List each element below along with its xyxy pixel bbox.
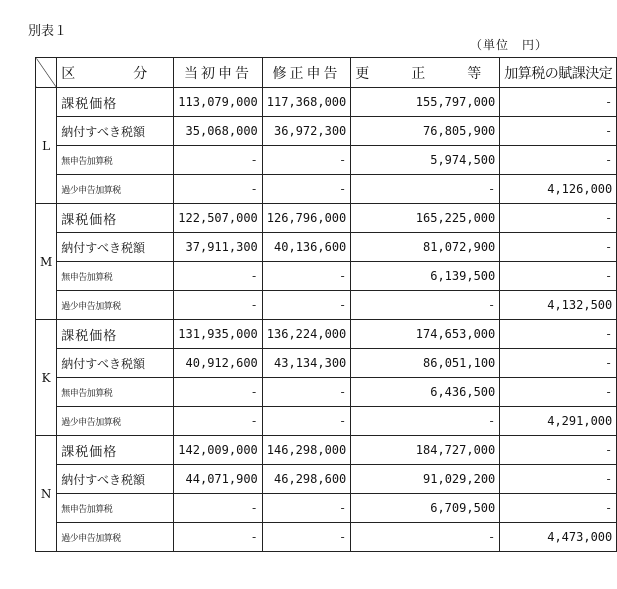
cell-correction: 184,727,000 xyxy=(351,436,500,465)
cell-correction: 6,709,500 xyxy=(351,494,500,523)
group-label: L xyxy=(36,88,57,204)
page-label: 別表１ xyxy=(28,24,68,39)
cell-amended: - xyxy=(262,175,350,204)
row-item-label: 課税価格 xyxy=(57,88,174,117)
unit-label: （単位 円） xyxy=(470,38,549,52)
row-item-label: 過少申告加算税 xyxy=(57,291,174,320)
cell-initial: - xyxy=(174,291,262,320)
group-label: M xyxy=(36,204,57,320)
table-row xyxy=(36,291,617,320)
table-row xyxy=(36,436,617,465)
cell-initial: 44,071,900 xyxy=(174,465,262,494)
cell-amended: - xyxy=(262,378,350,407)
header-penalty-decision: 加算税の賦課決定 xyxy=(500,58,617,88)
cell-amended: - xyxy=(262,494,350,523)
cell-initial: 113,079,000 xyxy=(174,88,262,117)
cell-correction: 6,139,500 xyxy=(351,262,500,291)
group-label: K xyxy=(36,320,57,436)
cell-amended: - xyxy=(262,523,350,552)
table-row xyxy=(36,523,617,552)
cell-initial: 40,912,600 xyxy=(174,349,262,378)
cell-initial: - xyxy=(174,407,262,436)
cell-amended: 36,972,300 xyxy=(262,117,350,146)
cell-amended: - xyxy=(262,407,350,436)
cell-correction: - xyxy=(351,291,500,320)
table-row xyxy=(36,349,617,378)
header-amended-return: 修正申告 xyxy=(262,58,350,88)
cell-correction: 6,436,500 xyxy=(351,378,500,407)
cell-amended: - xyxy=(262,262,350,291)
cell-correction: 155,797,000 xyxy=(351,88,500,117)
cell-initial: 142,009,000 xyxy=(174,436,262,465)
cell-penalty: - xyxy=(500,262,617,291)
row-item-label: 納付すべき税額 xyxy=(57,233,174,262)
cell-correction: - xyxy=(351,523,500,552)
row-item-label: 納付すべき税額 xyxy=(57,117,174,146)
cell-amended: 146,298,000 xyxy=(262,436,350,465)
table-row xyxy=(36,204,617,233)
cell-amended: - xyxy=(262,146,350,175)
cell-initial: - xyxy=(174,523,262,552)
cell-penalty: - xyxy=(500,88,617,117)
table-row xyxy=(36,175,617,204)
cell-initial: 122,507,000 xyxy=(174,204,262,233)
cell-penalty: - xyxy=(500,465,617,494)
cell-correction: - xyxy=(351,407,500,436)
table-row xyxy=(36,465,617,494)
table-row xyxy=(36,378,617,407)
row-item-label: 無申告加算税 xyxy=(57,262,174,291)
table-body xyxy=(36,58,617,552)
diagonal-corner-cell xyxy=(36,58,57,88)
header-correction: 更 正 等 xyxy=(351,58,500,88)
cell-correction: 165,225,000 xyxy=(351,204,500,233)
cell-correction: 86,051,100 xyxy=(351,349,500,378)
cell-initial: 131,935,000 xyxy=(174,320,262,349)
cell-penalty: - xyxy=(500,204,617,233)
cell-penalty: - xyxy=(500,146,617,175)
table-row xyxy=(36,407,617,436)
cell-penalty: 4,291,000 xyxy=(500,407,617,436)
cell-amended: 46,298,600 xyxy=(262,465,350,494)
cell-amended: 117,368,000 xyxy=(262,88,350,117)
table-row xyxy=(36,117,617,146)
cell-amended: 126,796,000 xyxy=(262,204,350,233)
table-row xyxy=(36,233,617,262)
cell-correction: 76,805,900 xyxy=(351,117,500,146)
cell-correction: 5,974,500 xyxy=(351,146,500,175)
table-row xyxy=(36,262,617,291)
cell-penalty: - xyxy=(500,349,617,378)
cell-correction: 91,029,200 xyxy=(351,465,500,494)
row-item-label: 無申告加算税 xyxy=(57,146,174,175)
header-initial-return: 当初申告 xyxy=(174,58,262,88)
cell-penalty: 4,126,000 xyxy=(500,175,617,204)
row-item-label: 課税価格 xyxy=(57,320,174,349)
tax-table xyxy=(35,57,617,552)
cell-penalty: - xyxy=(500,117,617,146)
row-item-label: 納付すべき税額 xyxy=(57,349,174,378)
row-item-label: 過少申告加算税 xyxy=(57,523,174,552)
cell-initial: - xyxy=(174,262,262,291)
cell-penalty: - xyxy=(500,494,617,523)
row-item-label: 過少申告加算税 xyxy=(57,407,174,436)
header-category: 区 分 xyxy=(57,58,174,88)
cell-penalty: - xyxy=(500,436,617,465)
cell-initial: 37,911,300 xyxy=(174,233,262,262)
row-item-label: 過少申告加算税 xyxy=(57,175,174,204)
cell-initial: 35,068,000 xyxy=(174,117,262,146)
cell-correction: 81,072,900 xyxy=(351,233,500,262)
group-label: N xyxy=(36,436,57,552)
row-item-label: 課税価格 xyxy=(57,204,174,233)
cell-initial: - xyxy=(174,378,262,407)
table-row xyxy=(36,146,617,175)
cell-correction: - xyxy=(351,175,500,204)
table-row xyxy=(36,494,617,523)
header-row xyxy=(36,58,617,88)
cell-penalty: - xyxy=(500,320,617,349)
table-row xyxy=(36,88,617,117)
cell-amended: - xyxy=(262,291,350,320)
cell-initial: - xyxy=(174,494,262,523)
cell-penalty: 4,473,000 xyxy=(500,523,617,552)
cell-initial: - xyxy=(174,146,262,175)
cell-initial: - xyxy=(174,175,262,204)
cell-amended: 43,134,300 xyxy=(262,349,350,378)
cell-penalty: - xyxy=(500,233,617,262)
cell-amended: 40,136,600 xyxy=(262,233,350,262)
cell-penalty: 4,132,500 xyxy=(500,291,617,320)
cell-penalty: - xyxy=(500,378,617,407)
row-item-label: 無申告加算税 xyxy=(57,494,174,523)
table-row xyxy=(36,320,617,349)
row-item-label: 課税価格 xyxy=(57,436,174,465)
cell-amended: 136,224,000 xyxy=(262,320,350,349)
cell-correction: 174,653,000 xyxy=(351,320,500,349)
row-item-label: 無申告加算税 xyxy=(57,378,174,407)
row-item-label: 納付すべき税額 xyxy=(57,465,174,494)
